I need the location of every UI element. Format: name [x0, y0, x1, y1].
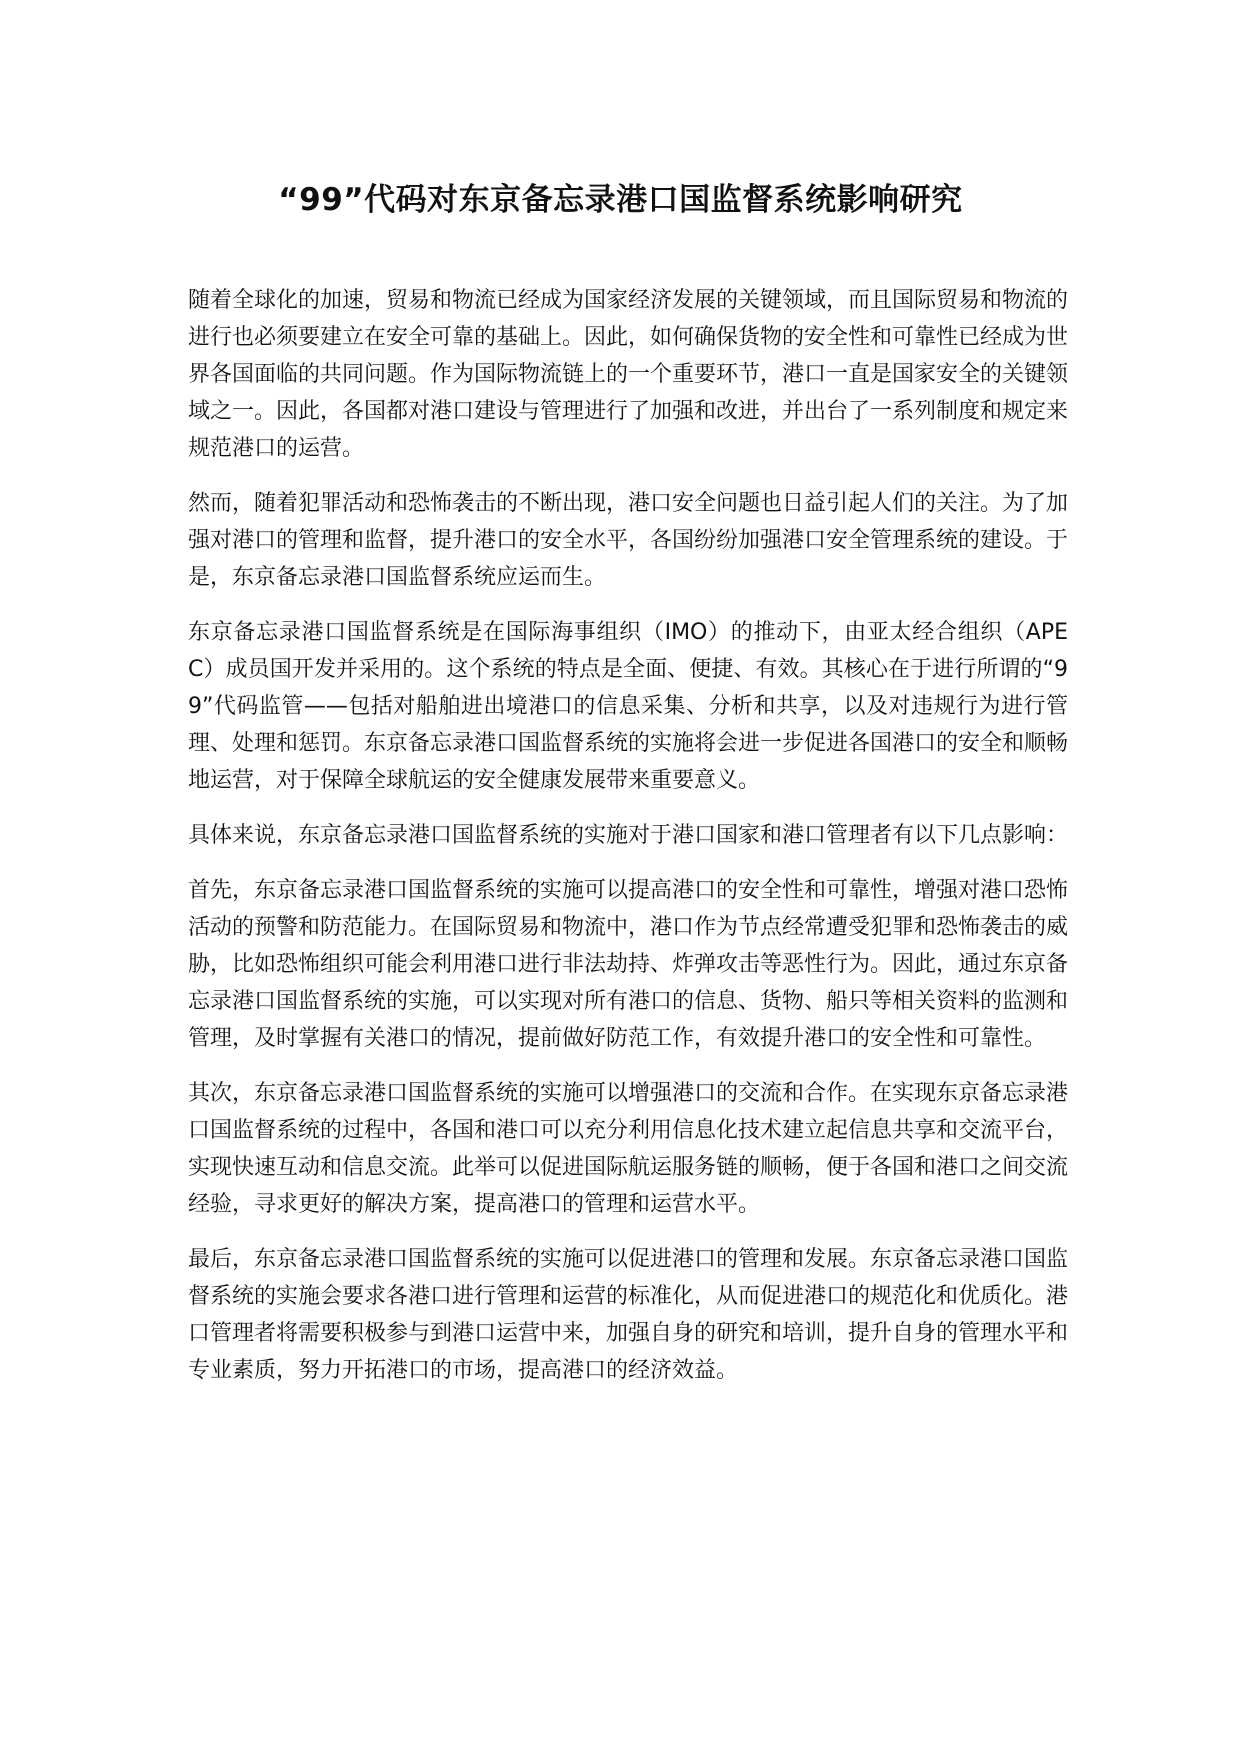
document-body [188, 282, 1068, 1407]
paragraph-2: 然而，随着犯罪活动和恐怖袭击的不断出现，港口安全问题也日益引起人们的关注。为了加强对港口的管理和监督，提升港口的安全水平，各国纷纷加强港口安全管理系统的建设。于是，东京备忘录港口国监督系统应运而生。 [188, 491, 1069, 590]
paragraph-6: 其次，东京备忘录港口国监督系统的实施可以增强港口的交流和合作。在实现东京备忘录港口国监督系统的过程中，各国和港口可以充分利用信息化技术建立起信息共享和交流平台，实现快速互动和信息交流。此举可以促进国际航运服务链的顺畅，便于各国和港口之间交流经验，寻求更好的解决方案，提高港口的管理和运营水平。 [188, 1081, 1069, 1217]
document-title: “99”代码对东京备忘录港口国监督系统影响研究 [278, 182, 963, 218]
paragraph-7: 最后，东京备忘录港口国监督系统的实施可以促进港口的管理和发展。东京备忘录港口国监督系统的实施会要求各港口进行管理和运营的标准化，从而促进港口的规范化和优质化。港口管理者将需要积极参与到港口运营中来，加强自身的研究和培训，提升自身的管理水平和专业素质，努力开拓港口的市场，提高港口的经济效益。 [188, 1247, 1069, 1383]
paragraph-1: 随着全球化的加速，贸易和物流已经成为国家经济发展的关键领域，而且国际贸易和物流的进行也必须要建立在安全可靠的基础上。因此，如何确保货物的安全性和可靠性已经成为世界各国面临的共同问题。作为国际物流链上的一个重要环节，港口一直是国家安全的关键领域之一。因此，各国都对港口建设与管理进行了加强和改进，并出台了一系列制度和规定来规范港口的运营。 [188, 288, 1069, 461]
paragraph-4: 具体来说，东京备忘录港口国监督系统的实施对于港口国家和港口管理者有以下几点影响： [188, 823, 1069, 848]
paragraph-3: 东京备忘录港口国监督系统是在国际海事组织（IMO）的推动下，由亚太经合组织（APEC）成员国开发并采用的。这个系统的特点是全面、便捷、有效。其核心在于进行所谓的“99”代码监管——包括对船舶进出境港口的信息采集、分析和共享，以及对违规行为进行管理、处理和惩罚。东京备忘录港口国监督系统的实施将会进一步促进各国港口的安全和顺畅地运营，对于保障全球航运的安全健康发展带来重要意义。 [188, 620, 1069, 793]
paragraph-5: 首先，东京备忘录港口国监督系统的实施可以提高港口的安全性和可靠性，增强对港口恐怖活动的预警和防范能力。在国际贸易和物流中，港口作为节点经常遭受犯罪和恐怖袭击的威胁，比如恐怖组织可能会利用港口进行非法劫持、炸弹攻击等恶性行为。因此，通过东京备忘录港口国监督系统的实施，可以实现对所有港口的信息、货物、船只等相关资料的监测和管理，及时掌握有关港口的情况，提前做好防范工作，有效提升港口的安全性和可靠性。 [188, 878, 1069, 1051]
